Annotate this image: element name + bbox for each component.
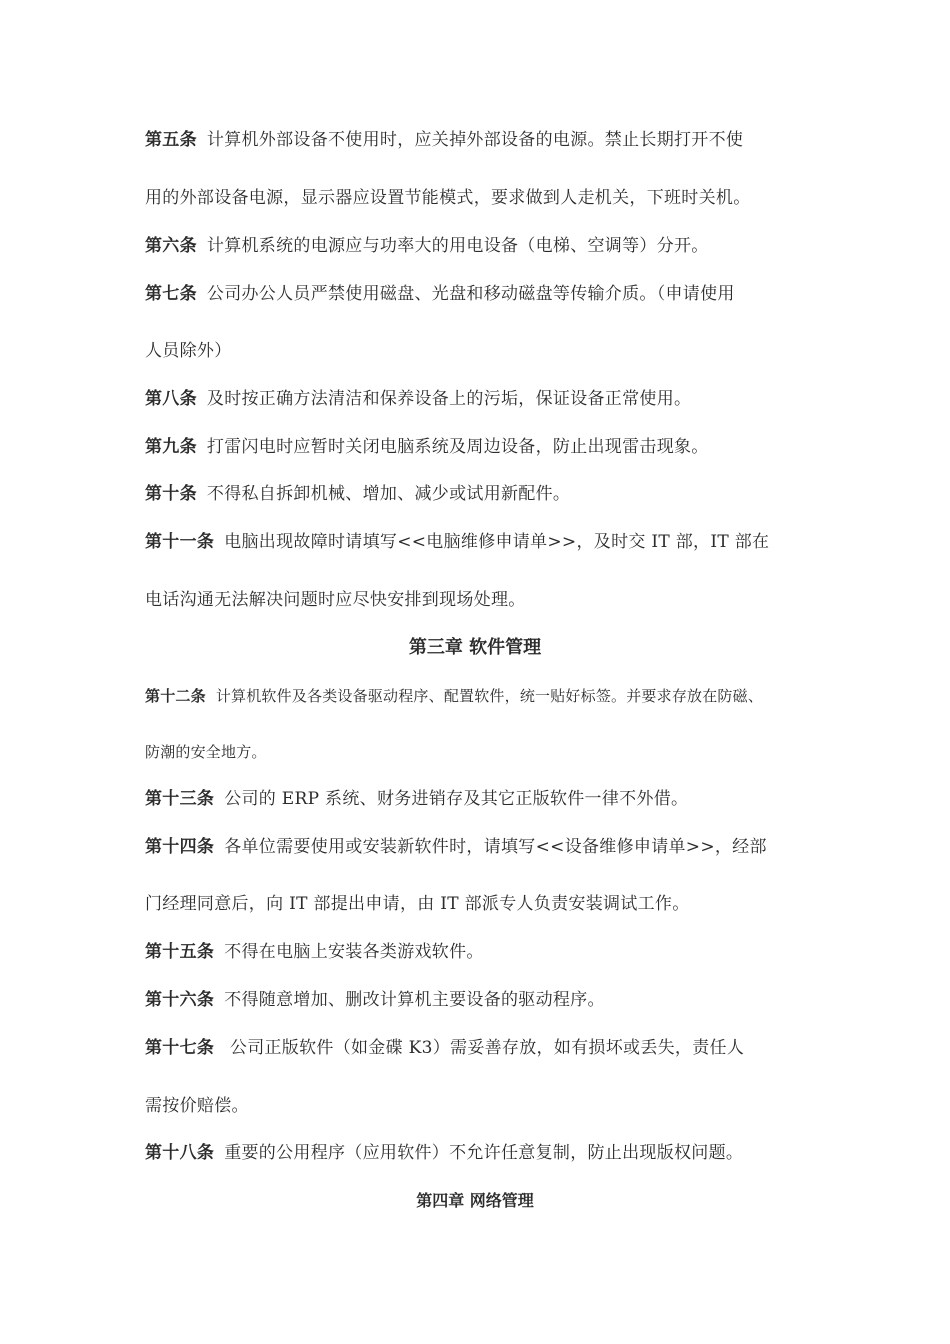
article-text: 计算机系统的电源应与功率大的用电设备（电梯、空调等）分开。 (206, 236, 709, 256)
article-8-line-1 (145, 387, 691, 411)
article-7-line-1 (145, 282, 735, 306)
article-text: 计算机软件及各类设备驱动程序、配置软件，统一贴好标签。并要求存放在防磁、 (215, 687, 764, 705)
article-5-line-2 (145, 186, 751, 210)
article-label: 第十二条 (145, 687, 206, 705)
article-15-line-1 (145, 940, 484, 964)
article-11-line-1 (145, 530, 769, 554)
article-9-line-1 (145, 435, 709, 459)
article-16-line-1 (145, 988, 605, 1012)
article-label: 第十四条 (145, 837, 215, 857)
article-18-line-1 (145, 1141, 743, 1165)
chapter-4-heading: 第四章 网络管理 (416, 1191, 534, 1210)
article-17-line-2 (145, 1094, 249, 1118)
article-label: 第八条 (145, 389, 197, 409)
article-10-line-1 (145, 482, 570, 506)
article-text: 防潮的安全地方。 (145, 743, 267, 761)
article-12-line-2 (145, 740, 267, 764)
article-text: 公司办公人员严禁使用磁盘、光盘和移动磁盘等传输介质。（申请使用 (206, 284, 735, 304)
article-text: 门经理同意后，向 IT 部提出申请，由 IT 部派专人负责安装调试工作。 (145, 894, 690, 914)
article-label: 第十八条 (145, 1143, 215, 1163)
article-7-line-2 (145, 339, 232, 363)
article-label: 第六条 (145, 236, 197, 256)
article-label: 第五条 (145, 130, 197, 150)
article-text: 需按价赔偿。 (145, 1096, 249, 1116)
article-label: 第十六条 (145, 990, 215, 1010)
article-text: 各单位需要使用或安装新软件时，请填写<<设备维修申请单>>，经部 (224, 837, 767, 857)
article-text: 用的外部设备电源，显示器应设置节能模式，要求做到人走机关，下班时关机。 (145, 188, 751, 208)
article-5-line-1 (145, 128, 743, 152)
article-label: 第十一条 (145, 532, 215, 552)
article-text: 计算机外部设备不使用时，应关掉外部设备的电源。禁止长期打开不使 (206, 130, 744, 150)
article-text: 不得私自拆卸机械、增加、减少或试用新配件。 (206, 484, 571, 504)
article-label: 第十条 (145, 484, 197, 504)
article-6-line-1 (145, 234, 709, 258)
article-text: 打雷闪电时应暂时关闭电脑系统及周边设备，防止出现雷击现象。 (206, 437, 709, 457)
article-text: 公司的 ERP 系统、财务进销存及其它正版软件一律不外借。 (224, 789, 689, 809)
article-text: 及时按正确方法清洁和保养设备上的污垢，保证设备正常使用。 (206, 389, 692, 409)
article-text: 人员除外） (145, 341, 232, 361)
article-13-line-1 (145, 787, 688, 811)
chapter-3-heading: 第三章 软件管理 (408, 637, 542, 658)
article-label: 第九条 (145, 437, 197, 457)
article-text: 重要的公用程序（应用软件）不允许任意复制，防止出现版权问题。 (224, 1143, 744, 1163)
article-label: 第十七条 (145, 1038, 215, 1058)
article-text: 公司正版软件（如金碟 K3）需妥善存放，如有损坏或丢失，责任人 (224, 1038, 745, 1058)
article-text: 电脑出现故障时请填写<<电脑维修申请单>>，及时交 IT 部，IT 部在 (224, 532, 770, 552)
article-label: 第十五条 (145, 942, 215, 962)
article-14-line-1 (145, 835, 767, 859)
article-text: 不得在电脑上安装各类游戏软件。 (224, 942, 484, 962)
article-14-line-2 (145, 892, 690, 916)
article-label: 第十三条 (145, 789, 215, 809)
article-17-line-1 (145, 1036, 744, 1060)
article-text: 不得随意增加、删改计算机主要设备的驱动程序。 (224, 990, 605, 1010)
article-12-line-1 (145, 684, 763, 708)
article-11-line-2 (145, 588, 526, 612)
article-text: 电话沟通无法解决问题时应尽快安排到现场处理。 (145, 590, 526, 610)
article-label: 第七条 (145, 284, 197, 304)
